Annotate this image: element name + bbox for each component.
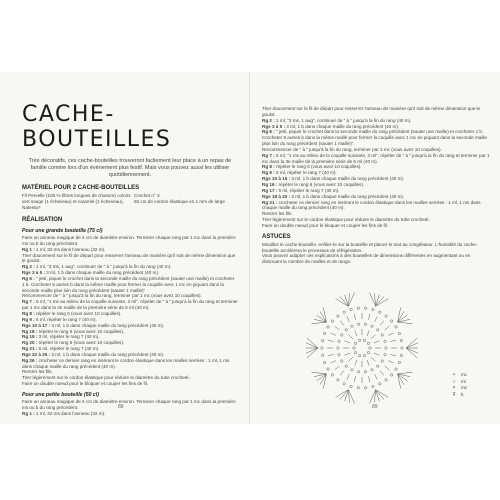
instruction-line: Rgs 18 à 20 : 3 ml, 1 b dans chaque maille du rang précédent (40 m).	[262, 193, 405, 199]
diagram-stitch	[395, 368, 397, 370]
diagram-shell-stitch	[307, 338, 318, 348]
instruction-line: Rg 1 : 1 ml, 32 ms dans l'anneau (32 m).	[22, 246, 106, 252]
instruction-line: Rgs 10 à 17 : 3 ml, 1 b dans chaque maille du rang précédent (40 m).	[22, 322, 165, 328]
tips-text	[262, 242, 490, 265]
diagram-stitch	[357, 371, 359, 373]
diagram-shell-stitch	[398, 372, 413, 374]
instruction-line: Rg 9 : 6 ml, répéter le rang 7 (40 m).	[22, 316, 97, 322]
instruction-line: Faire un anneau magique de 4 cm de diamètre environ. Terminer chaque rang par 1 mc dans la première ms ou b du rang précédent.	[22, 235, 236, 246]
instruction-line: Rg 7 : 6 ml, "1 ms au milieu de la coquille suivante, 3 ml", répéter de " à " jusqu'à la fin du rang et terminer par 1 mc dans la 3e maille de la première série de 6 ml (40 m).	[262, 152, 490, 164]
instruction-line: Rg 6 : " jeté, piquer le crochet dans la seconde maille du rang précédent (sauter une maille) et crocheter 1 b. Crocheter 5 autres b dans la même maille pour fermer la coquille avec 1 mc en piquant dans la seconde maille plus loin du rang précédent (sauter 1 maille)".	[22, 275, 235, 293]
diagram-stitch	[371, 369, 373, 371]
diagram-stitch	[324, 361, 326, 363]
single-crochet-symbol: ×	[452, 385, 456, 391]
intro-text: Très décoratifs, ces cache-bouteilles trouveront facilement leur place à un repas de famille comme lors d'un événement plus festif. Mais vous pouvez aussi les utiliser quotidiennement.	[28, 158, 232, 178]
instruction-line: Rg 21 : 6 ml, répéter le rang 7 (40 m).	[22, 346, 100, 352]
diagram-stitch	[321, 354, 323, 356]
realisation-heading: RÉALISATION	[22, 217, 63, 223]
diagram-stitch	[358, 354, 360, 356]
instruction-line: Rg 2 : 1 ml, "3 ms, 1 aug", continuer de " à " jusqu'à la fin du rang (40 m).	[22, 264, 172, 270]
diagram-stitch	[341, 334, 343, 336]
diagram-stitch	[354, 376, 355, 382]
diagram-stitch	[372, 308, 374, 310]
diagram-stitch	[335, 366, 340, 370]
diagram-stitch	[344, 353, 350, 355]
diagram-stitch	[330, 333, 335, 336]
diagram-shell-stitch	[376, 297, 384, 307]
legend-item-ms: × ms	[450, 385, 467, 392]
diagram-stitch	[385, 326, 390, 330]
instruction-line: Rg 18 : répéter le rang 6 (vous avez 10 coquilles).	[22, 328, 125, 334]
diagram-stitch	[330, 361, 335, 364]
diagram-stitch	[368, 314, 369, 320]
diagram-stitch	[364, 387, 366, 389]
diagram-stitch	[390, 354, 396, 355]
diagram-stitch	[354, 314, 355, 320]
diagram-stitch	[340, 321, 344, 326]
instruction-line: Faire un double noeud pour le bloquer et couper les fins de fil.	[22, 381, 149, 387]
legend-item-b: Ŧ b	[450, 392, 467, 399]
instruction-line: Rg 8 : répéter le rang 6 (vous avez 10 coquilles).	[262, 164, 362, 170]
diagram-stitch	[343, 383, 345, 385]
diagram-stitch	[331, 320, 333, 322]
diagram-stitch	[363, 339, 365, 341]
diagram-stitch	[379, 383, 381, 385]
diagram-stitch	[367, 352, 369, 354]
instruction-line: Rentrer les fils.	[22, 369, 53, 375]
diagram-stitch	[347, 374, 350, 379]
diagram-stitch	[353, 347, 355, 349]
diagram-stitch	[367, 360, 369, 366]
diagram-stitch	[390, 340, 396, 341]
diagram-stitch	[371, 325, 373, 327]
diagram-stitch	[321, 347, 323, 349]
instruction-line: Rg 1 : 1 ml, 32 ms dans l'anneau (32 m).	[22, 410, 106, 416]
diagram-stitch	[381, 360, 383, 362]
diagram-stitch	[364, 371, 366, 373]
diagram-stitch	[369, 347, 371, 349]
page-number-left: 88	[118, 404, 124, 410]
diagram-stitch	[380, 321, 384, 326]
instruction-line: Tirer légèrement sur le cordon élastique pour réduire le diamètre du tube crocheté.	[22, 375, 190, 381]
diagram-stitch	[384, 354, 386, 356]
diagram-stitch	[351, 325, 353, 327]
small-bottle-instructions-cont	[262, 106, 490, 229]
right-page	[250, 72, 500, 424]
diagram-shell-stitch	[306, 343, 318, 348]
diagram-stitch	[350, 308, 352, 310]
diagram-stitch	[331, 374, 333, 376]
diagram-stitch	[401, 347, 403, 349]
material-heading: MATÉRIEL POUR 2 CACHE-BOUTEILLES	[22, 185, 140, 191]
instruction-line: Rg 6 : " jeté, piquer le crochet dans la seconde maille du rang précédent (sauter une maille) et crocheter 1 b. Crocheter 5 autres b dans la même maille pour fermer la coquille avec 1 mc en piquant dans la seconde maille plus loin du rang précédent (sauter 1 maille)".	[262, 129, 487, 147]
instruction-line: Rg 8 : répéter le rang 6 (vous avez 10 coquilles).	[22, 310, 122, 316]
diagram-stitch	[354, 352, 356, 354]
small-bottle-instructions	[22, 399, 238, 417]
diagram-stitch	[337, 347, 339, 349]
diagram-stitch	[351, 369, 353, 371]
diagram-stitch	[367, 330, 369, 336]
diagram-stitch	[372, 385, 374, 387]
diagram-stitch	[375, 316, 378, 321]
diagram-stitch	[327, 326, 329, 328]
material-tools: Crochet n° 3 50 cm de cordon élastique en 1 mm de large	[134, 193, 225, 204]
instruction-line: Recommencer de " à " jusqu'à la fin du rang, terminer par 1 mc (vous avez 10 coquilles).	[22, 293, 202, 299]
diagram-stitch	[374, 353, 380, 355]
diagram-shell-stitch	[376, 390, 384, 400]
page-title: CACHE-BOUTEILLES	[22, 102, 172, 152]
diagram-shell-stitch	[406, 338, 417, 348]
diagram-stitch	[384, 340, 386, 342]
instruction-line: Rg 2 : 1 ml, "3 ms, 1 aug", continuer de " à " jusqu'à la fin du rang (40 m).	[262, 117, 412, 123]
diagram-stitch	[357, 323, 359, 325]
diagram-stitch	[400, 339, 402, 341]
subtitle-large-bottle: Pour une grande bouteille (75 cl)	[22, 228, 103, 234]
instruction-line: Recommencer de " à " jusqu'à la fin du rang, terminer par 1 mc (vous avez 10 coquilles).	[262, 146, 442, 152]
diagram-stitch	[355, 330, 357, 336]
diagram-stitch	[327, 368, 329, 370]
instruction-line: Rgs 22 à 25 : 3 ml, 1 b dans chaque maille du rang précédent (40 m).	[22, 351, 165, 357]
diagram-shell-stitch	[306, 348, 318, 353]
instruction-line: Rgs 10 à 15 : 3 ml, 1 b dans chaque maille du rang précédent (40 m).	[262, 176, 405, 182]
instruction-line: Rentrer les fils.	[262, 211, 293, 217]
slip-stitch-symbol: •	[453, 372, 455, 378]
diagram-stitch	[364, 323, 366, 325]
tip-paragraph: Mouillez le cache-bouteille, enfilez-le sur la bouteille et placez le tout au congélateur. L'humidité du cache-bouteille accélérera le processus de réfrigération.	[262, 241, 478, 253]
diagram-stitch	[324, 332, 326, 334]
diagram-stitch	[385, 379, 387, 381]
diagram-stitch	[364, 307, 366, 309]
large-bottle-instructions	[22, 235, 238, 387]
instruction-line: Rg 7 : 6 ml, "1 ms au milieu de la coquille suivante, 3 ml", répéter de " à " jusqu'à la fin du rang et terminer par 1 mc dans la 3e maille de la première série de 6 ml (40 m).	[22, 299, 238, 311]
diagram-stitch	[328, 340, 334, 341]
diagram-stitch	[377, 329, 379, 331]
diagram-stitch	[371, 357, 375, 361]
diagram-stitch	[371, 335, 375, 339]
diagram-stitch	[380, 371, 384, 376]
diagram-shell-stitch	[398, 322, 413, 324]
diagram-stitch	[398, 361, 400, 363]
instruction-line: Faire un double noeud pour le bloquer et couper les fins de fil.	[262, 222, 389, 228]
diagram-stitch	[400, 354, 402, 356]
left-page	[0, 72, 250, 424]
diagram-stitch	[345, 329, 347, 331]
diagram-stitch	[321, 339, 323, 341]
instruction-line: Rg 21 : crocheter ce dernier rang en insérant le cordon élastique dans les mailles serrées : 1 ml, 1 ms dans chaque maille du rang précédent (40 m).	[262, 199, 481, 211]
instruction-line: Rg 20 : répéter le rang 6 (vous avez 10 coquilles).	[22, 340, 125, 346]
diagram-stitch	[340, 371, 344, 376]
instruction-line: Tirer légèrement sur le cordon élastique pour réduire le diamètre du tube crocheté.	[262, 217, 430, 223]
diagram-stitch	[390, 320, 392, 322]
instruction-line: Rg 17 : 6 ml, répéter le rang 7 (40 m).	[262, 187, 340, 193]
diagram-stitch	[398, 332, 400, 334]
instruction-line: Rg 26 : crocheter ce dernier rang en insérant le cordon élastique dans les mailles serrées : 1 ml, 1 ms dans chaque maille du rang précédent (40 m).	[22, 357, 230, 369]
tips-heading: ASTUCES	[262, 233, 291, 240]
diagram-stitch	[350, 385, 352, 387]
tip-paragraph: Vous pouvez adapter ces explications à des bouteilles de dimensions différentes en augmentant ou en diminuant le nombre de mailles et de rangs.	[262, 253, 471, 265]
chain-stitch-symbol: ○	[452, 378, 456, 385]
diagram-shell-stitch	[406, 348, 417, 358]
diagram-stitch	[343, 311, 345, 313]
diagram-shell-stitch	[307, 348, 318, 358]
diagram-stitch	[390, 374, 392, 376]
diagram-shell-stitch	[406, 343, 418, 348]
diagram-stitch	[338, 354, 340, 356]
diagram-stitch	[374, 341, 380, 343]
diagram-shell-stitch	[340, 297, 348, 307]
diagram-stitch	[377, 365, 379, 367]
subtitle-small-bottle: Pour une petite bouteille (50 cl)	[22, 391, 99, 398]
diagram-stitch	[375, 374, 378, 379]
diagram-stitch	[385, 315, 387, 317]
diagram-shell-stitch	[406, 348, 418, 353]
legend-item-mc: • mc	[450, 372, 467, 379]
double-crochet-symbol: Ŧ	[452, 391, 456, 398]
diagram-stitch	[349, 335, 353, 339]
diagram-stitch	[354, 342, 356, 344]
diagram-stitch	[338, 340, 340, 342]
instruction-line: Rg 19 : 3 ml, répéter le rang 7 (40 m).	[22, 334, 100, 340]
page-number-right: 89	[372, 404, 378, 410]
diagram-stitch	[345, 365, 347, 367]
diagram-stitch	[335, 326, 340, 330]
instruction-line: Faire un anneau magique de 4 cm de diamètre environ. Terminer chaque rang par 1 mc dans la première ms ou b du rang précédent.	[22, 398, 236, 410]
diagram-stitch	[344, 341, 350, 343]
diagram-stitch	[379, 311, 381, 313]
diagram-shell-stitch	[340, 390, 348, 400]
diagram-stitch	[358, 339, 360, 341]
diagram-stitch	[328, 354, 334, 355]
diagram-stitch	[388, 333, 393, 336]
diagram-stitch	[363, 354, 365, 356]
book-spread	[0, 72, 500, 424]
diagram-stitch	[355, 360, 357, 366]
diagram-stitch	[381, 334, 383, 336]
diagram-stitch	[385, 366, 390, 370]
instruction-line: Rg 9 : 6 ml, répéter le rang 7 (40 m).	[262, 170, 337, 176]
diagram-stitch	[388, 361, 393, 364]
material-yarn: Fil Pervelle (100 % fibres longues de chanvre) coloris vert sauge (1 écheveau) et caramel (1 écheveau), Natessa*	[22, 193, 131, 210]
diagram-stitch	[349, 357, 353, 361]
diagram-stitch	[337, 379, 339, 381]
diagram-stitch	[341, 360, 343, 362]
diagram-stitch	[357, 307, 359, 309]
instruction-line: Tirer doucement sur le fil de départ pour resserrer l'anneau de manière qu'il soit de même dimension que le goulot.	[22, 252, 236, 264]
instruction-line: Tirer doucement sur le fil de départ pour resserrer l'anneau de manière qu'il soit de même dimension que le goulot.	[262, 106, 481, 117]
instruction-line: Rg 16 : répéter le rang 6 (vous avez 10 coquilles).	[262, 181, 365, 187]
diagram-shell-stitch	[312, 322, 327, 324]
diagram-stitch	[385, 347, 387, 349]
instruction-line: Rgs 3 à 5 : 3 ml, 1 b dans chaque maille du rang précédent (40 m).	[262, 123, 400, 129]
crochet-diagram	[290, 284, 440, 414]
diagram-stitch	[395, 326, 397, 328]
material-list	[22, 193, 238, 211]
diagram-stitch	[337, 315, 339, 317]
diagram-stitch	[357, 387, 359, 389]
diagram-stitch	[367, 342, 369, 344]
diagram-stitch	[347, 316, 350, 321]
diagram-shell-stitch	[312, 372, 327, 374]
legend-item-ml: ○ ml	[450, 379, 467, 386]
diagram-stitch	[368, 376, 369, 382]
diagram-legend	[450, 372, 467, 398]
instruction-line: Rgs 3 à 5 : 3 ml, 1 b dans chaque maille du rang précédent (40 m).	[22, 270, 160, 276]
